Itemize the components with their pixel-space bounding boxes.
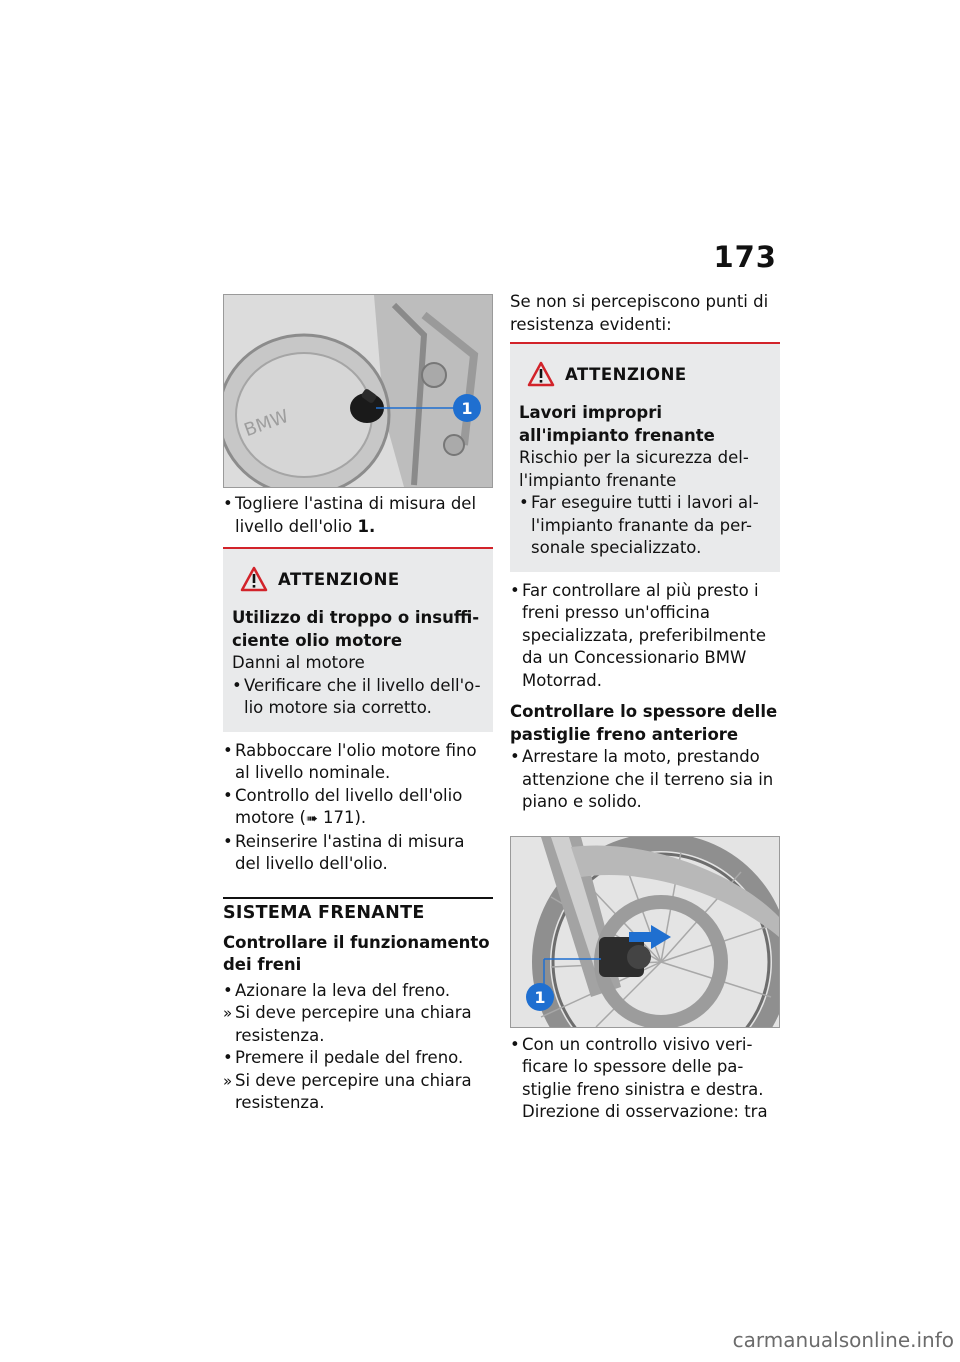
engine-illustration (224, 295, 492, 487)
dealer-check-step: • Far controllare al più presto i freni presso un'officina specializzata, preferibilmente da un Concessionario BMW Motorrad. (510, 580, 780, 693)
warning-bullet: • Far eseguire tutti i lavori al-l'impianto franante da per-sonale specializzato. (519, 492, 771, 560)
brake-function-subheading: Controllare il funzionamento dei freni (223, 932, 490, 974)
remove-dipstick-step: • Togliere l'astina di misura del livello dell'olio 1. (223, 493, 493, 538)
page-reference-arrow-icon: ➠ (306, 811, 318, 827)
brake-lever-result: » Si deve percepire una chiara resistenza. (223, 1003, 472, 1045)
result-marker-icon: » (223, 1004, 233, 1022)
reinsert-dipstick-step: • Reinserire l'astina di misura del livello dell'olio. (223, 831, 493, 876)
result-marker-icon: » (223, 1071, 233, 1090)
front-brake-figure (510, 836, 780, 1028)
check-oil-level-step: • Controllo del livello dell'olio motore (➠ 171). (223, 785, 493, 831)
brake-pedal-step: • Premere il pedale del freno. (223, 1047, 493, 1070)
warning-heading: Lavori impropri all'impianto frenante (519, 403, 715, 445)
visual-check-step: • Con un controllo visivo veri-ficare lo spessore delle pa-stiglie freno sinistra e destra. Direzione di osservazione: tra (510, 1034, 780, 1124)
callout-number: 1 (534, 987, 546, 1007)
brake-lever-step: • Azionare la leva del freno. (223, 980, 493, 1003)
brake-pedal-result: » Si deve percepire una chiara resistenza. (223, 1070, 472, 1112)
top-up-oil-step: • Rabboccare l'olio motore fino al livello nominale. (223, 740, 493, 785)
left-column (223, 294, 493, 1115)
callout-number: 1 (461, 399, 473, 418)
brake-pad-subheading: Controllare lo spessore delle pastiglie freno anteriore (510, 702, 778, 744)
page-number: 173 (713, 240, 777, 274)
intro-text: Se non si percepiscono punti di resistenza evidenti: (510, 292, 769, 334)
front-wheel-illustration (511, 837, 779, 1027)
right-column (510, 291, 780, 1124)
warning-label: ATTENZIONE (278, 569, 400, 589)
warning-bullet: • Verificare che il livello dell'o-lio motore sia corretto. (232, 675, 484, 720)
warning-triangle-icon (240, 566, 268, 592)
warning-header (232, 559, 484, 599)
engine-oil-dipstick-figure (223, 294, 493, 488)
logo-text: BMW (241, 405, 292, 442)
warning-text: Rischio per la sicurezza del-l'impianto frenante (519, 448, 749, 490)
warning-text: Danni al motore (232, 653, 365, 672)
park-motorcycle-step: • Arrestare la moto, prestando attenzione che il terreno sia in piano e solido. (510, 746, 780, 814)
section-title: SISTEMA FRENANTE (223, 897, 493, 923)
warning-label: ATTENZIONE (565, 364, 687, 384)
warning-heading: Utilizzo di troppo o insuffi-ciente olio motore (232, 608, 480, 650)
watermark: carmanualsonline.info (732, 1328, 954, 1352)
warning-triangle-icon (527, 361, 555, 387)
oil-warning-box (223, 547, 493, 732)
brake-warning-box (510, 342, 780, 572)
warning-header (519, 354, 771, 394)
